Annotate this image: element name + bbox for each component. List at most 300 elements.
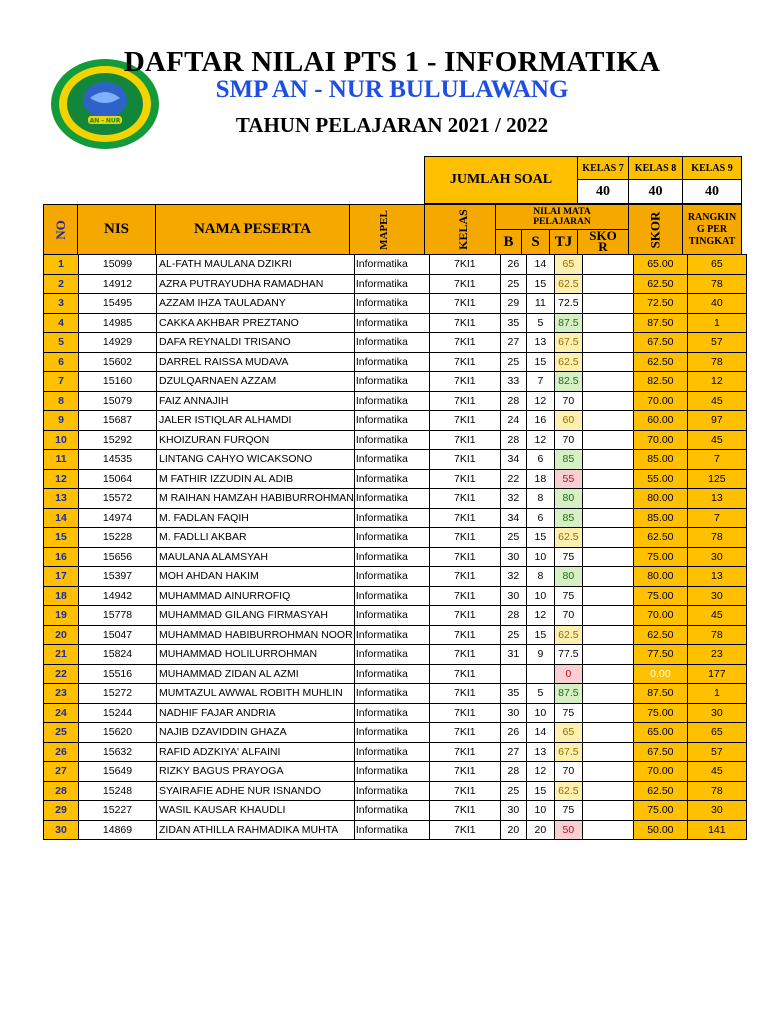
correct-count-cell: 27 bbox=[500, 742, 526, 762]
skor-r-cell bbox=[582, 255, 633, 275]
kelas7-label: KELAS 7 bbox=[577, 156, 629, 180]
score-cell: 85 bbox=[554, 450, 582, 470]
mapel-cell: Informatika bbox=[354, 489, 429, 509]
nis-cell: 15632 bbox=[79, 742, 157, 762]
mapel-cell: Informatika bbox=[354, 762, 429, 782]
wrong-count-cell: 8 bbox=[526, 567, 554, 587]
score-cell: 70 bbox=[554, 391, 582, 411]
correct-count-cell: 28 bbox=[500, 762, 526, 782]
score-cell: 62.5 bbox=[554, 352, 582, 372]
score-cell: 87.5 bbox=[554, 313, 582, 333]
score-cell: 80 bbox=[554, 567, 582, 587]
correct-count-cell: 26 bbox=[500, 723, 526, 743]
nis-cell: 15495 bbox=[79, 294, 157, 314]
wrong-count-cell: 6 bbox=[526, 508, 554, 528]
name-cell: WASIL KAUSAR KHAUDLI bbox=[157, 801, 355, 821]
mapel-cell: Informatika bbox=[354, 508, 429, 528]
skor-cell: 70.00 bbox=[633, 762, 687, 782]
mapel-cell: Informatika bbox=[354, 723, 429, 743]
skor-r-cell bbox=[582, 528, 633, 548]
correct-count-cell: 25 bbox=[500, 274, 526, 294]
wrong-count-cell: 14 bbox=[526, 723, 554, 743]
skor-cell: 62.50 bbox=[633, 274, 687, 294]
table-row bbox=[44, 801, 747, 821]
correct-count-cell: 34 bbox=[500, 450, 526, 470]
correct-count-cell: 35 bbox=[500, 684, 526, 704]
table-row bbox=[44, 255, 747, 275]
correct-count-cell: 20 bbox=[500, 820, 526, 840]
mapel-cell: Informatika bbox=[354, 430, 429, 450]
skor-cell: 0.00 bbox=[633, 664, 687, 684]
score-cell: 87.5 bbox=[554, 684, 582, 704]
nis-cell: 14974 bbox=[79, 508, 157, 528]
col-header-nama: NAMA PESERTA bbox=[155, 204, 350, 255]
row-number: 5 bbox=[44, 333, 79, 353]
rank-cell: 7 bbox=[687, 450, 746, 470]
wrong-count-cell: 15 bbox=[526, 274, 554, 294]
mapel-cell: Informatika bbox=[354, 606, 429, 626]
score-cell: 70 bbox=[554, 762, 582, 782]
kelas-cell: 7KI1 bbox=[429, 333, 500, 353]
nis-cell: 14912 bbox=[79, 274, 157, 294]
kelas-cell: 7KI1 bbox=[429, 469, 500, 489]
mapel-cell: Informatika bbox=[354, 820, 429, 840]
col-header-nilai-mata: NILAI MATA PELAJARAN bbox=[495, 204, 629, 230]
rank-cell: 30 bbox=[687, 547, 746, 567]
rank-cell: 78 bbox=[687, 625, 746, 645]
correct-count-cell: 33 bbox=[500, 372, 526, 392]
name-cell: SYAIRAFIE ADHE NUR ISNANDO bbox=[157, 781, 355, 801]
nis-cell: 15272 bbox=[79, 684, 157, 704]
skor-cell: 87.50 bbox=[633, 313, 687, 333]
score-cell: 77.5 bbox=[554, 645, 582, 665]
rank-cell: 78 bbox=[687, 781, 746, 801]
kelas7-count: 40 bbox=[577, 179, 629, 204]
mapel-cell: Informatika bbox=[354, 586, 429, 606]
col-header-no: NO bbox=[43, 204, 78, 255]
rank-cell: 1 bbox=[687, 684, 746, 704]
correct-count-cell: 30 bbox=[500, 703, 526, 723]
grades-table bbox=[43, 254, 747, 840]
correct-count-cell bbox=[500, 664, 526, 684]
table-row bbox=[44, 391, 747, 411]
score-cell: 67.5 bbox=[554, 742, 582, 762]
correct-count-cell: 29 bbox=[500, 294, 526, 314]
correct-count-cell: 27 bbox=[500, 333, 526, 353]
skor-r-cell bbox=[582, 625, 633, 645]
table-row bbox=[44, 664, 747, 684]
skor-r-cell bbox=[582, 703, 633, 723]
row-number: 21 bbox=[44, 645, 79, 665]
skor-r-cell bbox=[582, 820, 633, 840]
correct-count-cell: 25 bbox=[500, 528, 526, 548]
skor-cell: 72.50 bbox=[633, 294, 687, 314]
correct-count-cell: 32 bbox=[500, 567, 526, 587]
row-number: 19 bbox=[44, 606, 79, 626]
wrong-count-cell: 18 bbox=[526, 469, 554, 489]
kelas-cell: 7KI1 bbox=[429, 294, 500, 314]
score-cell: 62.5 bbox=[554, 528, 582, 548]
skor-r-cell bbox=[582, 586, 633, 606]
col-header-skor: SKOR bbox=[628, 204, 683, 255]
rank-cell: 1 bbox=[687, 313, 746, 333]
name-cell: DARREL RAISSA MUDAVA bbox=[157, 352, 355, 372]
name-cell: AL-FATH MAULANA DZIKRI bbox=[157, 255, 355, 275]
mapel-cell: Informatika bbox=[354, 255, 429, 275]
table-row bbox=[44, 645, 747, 665]
skor-cell: 70.00 bbox=[633, 391, 687, 411]
kelas-cell: 7KI1 bbox=[429, 762, 500, 782]
row-number: 28 bbox=[44, 781, 79, 801]
table-row bbox=[44, 333, 747, 353]
nis-cell: 15656 bbox=[79, 547, 157, 567]
name-cell: MUHAMMAD HOLILURROHMAN bbox=[157, 645, 355, 665]
mapel-cell: Informatika bbox=[354, 333, 429, 353]
rank-cell: 30 bbox=[687, 586, 746, 606]
rank-cell: 13 bbox=[687, 489, 746, 509]
name-cell: RIZKY BAGUS PRAYOGA bbox=[157, 762, 355, 782]
rank-cell: 97 bbox=[687, 411, 746, 431]
name-cell: M. FADLLI AKBAR bbox=[157, 528, 355, 548]
table-row bbox=[44, 411, 747, 431]
skor-r-cell bbox=[582, 645, 633, 665]
nis-cell: 15397 bbox=[79, 567, 157, 587]
nis-cell: 15047 bbox=[79, 625, 157, 645]
name-cell: ZIDAN ATHILLA RAHMADIKA MUHTA bbox=[157, 820, 355, 840]
row-number: 27 bbox=[44, 762, 79, 782]
row-number: 14 bbox=[44, 508, 79, 528]
jumlah-soal-label: JUMLAH SOAL bbox=[424, 156, 578, 204]
table-row bbox=[44, 528, 747, 548]
row-number: 23 bbox=[44, 684, 79, 704]
skor-cell: 55.00 bbox=[633, 469, 687, 489]
mapel-cell: Informatika bbox=[354, 313, 429, 333]
kelas-cell: 7KI1 bbox=[429, 606, 500, 626]
skor-r-cell bbox=[582, 430, 633, 450]
score-cell: 70 bbox=[554, 606, 582, 626]
correct-count-cell: 30 bbox=[500, 547, 526, 567]
mapel-cell: Informatika bbox=[354, 528, 429, 548]
col-header-tj: TJ bbox=[549, 229, 578, 255]
skor-r-cell bbox=[582, 664, 633, 684]
kelas-cell: 7KI1 bbox=[429, 586, 500, 606]
kelas-cell: 7KI1 bbox=[429, 567, 500, 587]
mapel-cell: Informatika bbox=[354, 372, 429, 392]
name-cell: AZRA PUTRAYUDHA RAMADHAN bbox=[157, 274, 355, 294]
nis-cell: 14929 bbox=[79, 333, 157, 353]
wrong-count-cell: 15 bbox=[526, 625, 554, 645]
skor-r-cell bbox=[582, 723, 633, 743]
wrong-count-cell: 10 bbox=[526, 801, 554, 821]
kelas-cell: 7KI1 bbox=[429, 255, 500, 275]
skor-cell: 87.50 bbox=[633, 684, 687, 704]
skor-cell: 67.50 bbox=[633, 333, 687, 353]
kelas-cell: 7KI1 bbox=[429, 801, 500, 821]
row-number: 25 bbox=[44, 723, 79, 743]
mapel-cell: Informatika bbox=[354, 801, 429, 821]
wrong-count-cell: 9 bbox=[526, 645, 554, 665]
kelas-cell: 7KI1 bbox=[429, 684, 500, 704]
skor-r-cell bbox=[582, 372, 633, 392]
row-number: 12 bbox=[44, 469, 79, 489]
mapel-cell: Informatika bbox=[354, 684, 429, 704]
row-number: 29 bbox=[44, 801, 79, 821]
name-cell: KHOIZURAN FURQON bbox=[157, 430, 355, 450]
nis-cell: 15244 bbox=[79, 703, 157, 723]
nis-cell: 15572 bbox=[79, 489, 157, 509]
row-number: 9 bbox=[44, 411, 79, 431]
rank-cell: 40 bbox=[687, 294, 746, 314]
skor-r-cell bbox=[582, 294, 633, 314]
skor-r-cell bbox=[582, 411, 633, 431]
correct-count-cell: 34 bbox=[500, 508, 526, 528]
kelas8-label: KELAS 8 bbox=[628, 156, 683, 180]
name-cell: FAIZ ANNAJIH bbox=[157, 391, 355, 411]
wrong-count-cell: 20 bbox=[526, 820, 554, 840]
skor-cell: 75.00 bbox=[633, 586, 687, 606]
row-number: 13 bbox=[44, 489, 79, 509]
table-row bbox=[44, 294, 747, 314]
skor-r-cell bbox=[582, 313, 633, 333]
row-number: 11 bbox=[44, 450, 79, 470]
school-name: SMP AN - NUR BULULAWANG bbox=[215, 76, 569, 103]
rank-cell: 57 bbox=[687, 742, 746, 762]
skor-r-cell bbox=[582, 762, 633, 782]
col-header-skor-r: SKO R bbox=[577, 229, 629, 255]
rank-cell: 141 bbox=[687, 820, 746, 840]
score-cell: 50 bbox=[554, 820, 582, 840]
table-row bbox=[44, 606, 747, 626]
nis-cell: 15099 bbox=[79, 255, 157, 275]
skor-r-cell bbox=[582, 352, 633, 372]
mapel-cell: Informatika bbox=[354, 664, 429, 684]
row-number: 10 bbox=[44, 430, 79, 450]
score-cell: 80 bbox=[554, 489, 582, 509]
row-number: 22 bbox=[44, 664, 79, 684]
skor-cell: 50.00 bbox=[633, 820, 687, 840]
skor-r-cell bbox=[582, 801, 633, 821]
rank-cell: 65 bbox=[687, 723, 746, 743]
wrong-count-cell: 12 bbox=[526, 606, 554, 626]
table-row bbox=[44, 762, 747, 782]
name-cell: JALER ISTIQLAR ALHAMDI bbox=[157, 411, 355, 431]
kelas-cell: 7KI1 bbox=[429, 450, 500, 470]
table-row bbox=[44, 508, 747, 528]
nis-cell: 15824 bbox=[79, 645, 157, 665]
rank-cell: 23 bbox=[687, 645, 746, 665]
row-number: 15 bbox=[44, 528, 79, 548]
correct-count-cell: 30 bbox=[500, 801, 526, 821]
nis-cell: 15160 bbox=[79, 372, 157, 392]
kelas9-label: KELAS 9 bbox=[682, 156, 742, 180]
correct-count-cell: 31 bbox=[500, 645, 526, 665]
kelas-cell: 7KI1 bbox=[429, 625, 500, 645]
nis-cell: 15602 bbox=[79, 352, 157, 372]
skor-r-cell bbox=[582, 489, 633, 509]
wrong-count-cell: 5 bbox=[526, 313, 554, 333]
skor-cell: 80.00 bbox=[633, 489, 687, 509]
rank-cell: 45 bbox=[687, 762, 746, 782]
score-cell: 62.5 bbox=[554, 625, 582, 645]
nis-cell: 15248 bbox=[79, 781, 157, 801]
mapel-cell: Informatika bbox=[354, 411, 429, 431]
skor-cell: 85.00 bbox=[633, 450, 687, 470]
nis-cell: 15620 bbox=[79, 723, 157, 743]
table-row bbox=[44, 567, 747, 587]
mapel-cell: Informatika bbox=[354, 567, 429, 587]
rank-cell: 45 bbox=[687, 430, 746, 450]
table-row bbox=[44, 430, 747, 450]
wrong-count-cell: 15 bbox=[526, 528, 554, 548]
rank-cell: 7 bbox=[687, 508, 746, 528]
score-cell: 75 bbox=[554, 586, 582, 606]
nis-cell: 15687 bbox=[79, 411, 157, 431]
row-number: 16 bbox=[44, 547, 79, 567]
skor-r-cell bbox=[582, 684, 633, 704]
nis-cell: 15649 bbox=[79, 762, 157, 782]
name-cell: MAULANA ALAMSYAH bbox=[157, 547, 355, 567]
correct-count-cell: 25 bbox=[500, 625, 526, 645]
wrong-count-cell: 10 bbox=[526, 586, 554, 606]
kelas-cell: 7KI1 bbox=[429, 723, 500, 743]
name-cell: M RAIHAN HAMZAH HABIBURROHMAN bbox=[157, 489, 355, 509]
rank-cell: 57 bbox=[687, 333, 746, 353]
skor-cell: 70.00 bbox=[633, 606, 687, 626]
table-row bbox=[44, 586, 747, 606]
table-row bbox=[44, 703, 747, 723]
table-row bbox=[44, 742, 747, 762]
skor-r-cell bbox=[582, 547, 633, 567]
nis-cell: 15292 bbox=[79, 430, 157, 450]
col-header-kelas: KELAS bbox=[424, 204, 496, 255]
wrong-count-cell: 15 bbox=[526, 352, 554, 372]
wrong-count-cell: 15 bbox=[526, 781, 554, 801]
skor-r-cell bbox=[582, 781, 633, 801]
name-cell: MUHAMMAD ZIDAN AL AZMI bbox=[157, 664, 355, 684]
skor-cell: 77.50 bbox=[633, 645, 687, 665]
wrong-count-cell: 6 bbox=[526, 450, 554, 470]
kelas-cell: 7KI1 bbox=[429, 742, 500, 762]
nis-cell: 15228 bbox=[79, 528, 157, 548]
col-header-b: B bbox=[495, 229, 522, 255]
rank-cell: 12 bbox=[687, 372, 746, 392]
skor-r-cell bbox=[582, 469, 633, 489]
nis-cell: 15064 bbox=[79, 469, 157, 489]
correct-count-cell: 28 bbox=[500, 391, 526, 411]
name-cell: M. FADLAN FAQIH bbox=[157, 508, 355, 528]
kelas-cell: 7KI1 bbox=[429, 489, 500, 509]
wrong-count-cell: 12 bbox=[526, 762, 554, 782]
nis-cell: 14869 bbox=[79, 820, 157, 840]
mapel-cell: Informatika bbox=[354, 625, 429, 645]
col-header-rangking: RANGKIN G PER TINGKAT bbox=[682, 204, 742, 255]
mapel-cell: Informatika bbox=[354, 391, 429, 411]
skor-cell: 75.00 bbox=[633, 801, 687, 821]
skor-cell: 75.00 bbox=[633, 547, 687, 567]
wrong-count-cell: 13 bbox=[526, 742, 554, 762]
skor-cell: 65.00 bbox=[633, 723, 687, 743]
rank-cell: 30 bbox=[687, 801, 746, 821]
table-row bbox=[44, 274, 747, 294]
nis-cell: 15778 bbox=[79, 606, 157, 626]
skor-cell: 67.50 bbox=[633, 742, 687, 762]
score-cell: 72.5 bbox=[554, 294, 582, 314]
kelas-cell: 7KI1 bbox=[429, 352, 500, 372]
table-row bbox=[44, 469, 747, 489]
skor-r-cell bbox=[582, 274, 633, 294]
nis-cell: 14985 bbox=[79, 313, 157, 333]
page-title: DAFTAR NILAI PTS 1 - INFORMATIKA bbox=[123, 46, 661, 78]
correct-count-cell: 28 bbox=[500, 430, 526, 450]
name-cell: MUHAMMAD AINURROFIQ bbox=[157, 586, 355, 606]
score-cell: 67.5 bbox=[554, 333, 582, 353]
skor-r-cell bbox=[582, 333, 633, 353]
rank-cell: 45 bbox=[687, 391, 746, 411]
skor-r-cell bbox=[582, 606, 633, 626]
correct-count-cell: 22 bbox=[500, 469, 526, 489]
nis-cell: 15227 bbox=[79, 801, 157, 821]
skor-cell: 65.00 bbox=[633, 255, 687, 275]
skor-cell: 75.00 bbox=[633, 703, 687, 723]
correct-count-cell: 26 bbox=[500, 255, 526, 275]
kelas-cell: 7KI1 bbox=[429, 274, 500, 294]
row-number: 4 bbox=[44, 313, 79, 333]
mapel-cell: Informatika bbox=[354, 450, 429, 470]
row-number: 2 bbox=[44, 274, 79, 294]
correct-count-cell: 24 bbox=[500, 411, 526, 431]
name-cell: DZULQARNAEN AZZAM bbox=[157, 372, 355, 392]
name-cell: DAFA REYNALDI TRISANO bbox=[157, 333, 355, 353]
rank-cell: 177 bbox=[687, 664, 746, 684]
table-row bbox=[44, 547, 747, 567]
name-cell: NADHIF FAJAR ANDRIA bbox=[157, 703, 355, 723]
name-cell: LINTANG CAHYO WICAKSONO bbox=[157, 450, 355, 470]
wrong-count-cell: 12 bbox=[526, 391, 554, 411]
mapel-cell: Informatika bbox=[354, 274, 429, 294]
skor-cell: 80.00 bbox=[633, 567, 687, 587]
kelas-cell: 7KI1 bbox=[429, 664, 500, 684]
score-cell: 65 bbox=[554, 255, 582, 275]
score-cell: 62.5 bbox=[554, 274, 582, 294]
kelas-cell: 7KI1 bbox=[429, 820, 500, 840]
wrong-count-cell: 11 bbox=[526, 294, 554, 314]
skor-r-cell bbox=[582, 742, 633, 762]
wrong-count-cell: 12 bbox=[526, 430, 554, 450]
mapel-cell: Informatika bbox=[354, 781, 429, 801]
score-cell: 85 bbox=[554, 508, 582, 528]
mapel-cell: Informatika bbox=[354, 645, 429, 665]
skor-cell: 60.00 bbox=[633, 411, 687, 431]
kelas-cell: 7KI1 bbox=[429, 411, 500, 431]
rank-cell: 45 bbox=[687, 606, 746, 626]
name-cell: NAJIB DZAVIDDIN GHAZA bbox=[157, 723, 355, 743]
mapel-cell: Informatika bbox=[354, 742, 429, 762]
table-row bbox=[44, 820, 747, 840]
kelas9-count: 40 bbox=[682, 179, 742, 204]
skor-r-cell bbox=[582, 391, 633, 411]
correct-count-cell: 28 bbox=[500, 606, 526, 626]
kelas-cell: 7KI1 bbox=[429, 372, 500, 392]
score-cell: 55 bbox=[554, 469, 582, 489]
name-cell: CAKKA AKHBAR PREZTANO bbox=[157, 313, 355, 333]
correct-count-cell: 25 bbox=[500, 781, 526, 801]
table-row bbox=[44, 684, 747, 704]
nis-cell: 15079 bbox=[79, 391, 157, 411]
nis-cell: 15516 bbox=[79, 664, 157, 684]
name-cell: MUHAMMAD GILANG FIRMASYAH bbox=[157, 606, 355, 626]
row-number: 6 bbox=[44, 352, 79, 372]
score-cell: 62.5 bbox=[554, 781, 582, 801]
